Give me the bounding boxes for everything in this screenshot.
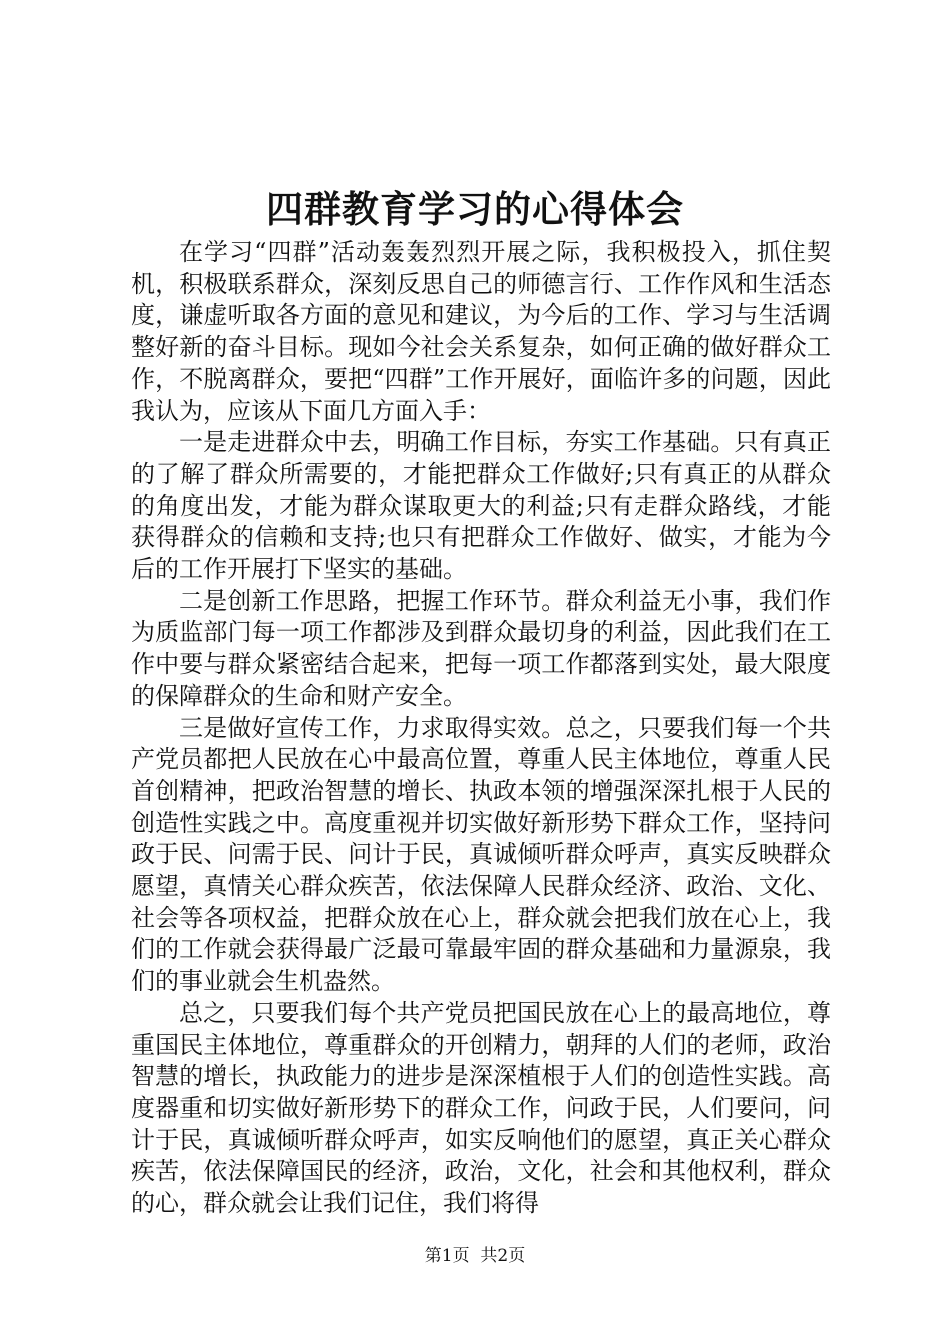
- document-title: 四群教育学习的心得体会: [266, 187, 684, 231]
- paragraph-point-one: 一是走进群众中去，明确工作目标，夯实工作基础。只有真正的了解了群众所需要的，才能把群众工作做好;只有真正的从群众的角度出发，才能为群众谋取更大的利益;只有走群众路线，才能获得群众的信赖和支持;也只有把群众工作做好、做实，才能为今后的工作开展打下坚实的基础。: [131, 428, 831, 584]
- paragraph-point-two: 二是创新工作思路，把握工作环节。群众利益无小事，我们作为质监部门每一项工作都涉及到群众最切身的利益，因此我们在工作中要与群众紧密结合起来，把每一项工作都落到实处，最大限度的保障群众的生命和财产安全。: [131, 586, 831, 710]
- page-footer: [0, 1244, 950, 1268]
- paragraph-summary: 总之，只要我们每个共产党员把国民放在心上的最高地位，尊重国民主体地位，尊重群众的开创精力，朝拜的人们的老师，政治智慧的增长，执政能力的进步是深深植根于人们的创造性实践。高度器重和切实做好新形势下的群众工作，问政于民，人们要问，问计于民，真诚倾听群众呼声，如实反响他们的愿望，真正关心群众疾苦，依法保障国民的经济，政治，文化，社会和其他权利，群众的心，群众就会让我们记住，我们将得: [131, 998, 831, 1218]
- document-body: [131, 237, 831, 1220]
- page-number: 第1页 共2页: [424, 1246, 526, 1266]
- paragraph-point-three: 三是做好宣传工作，力求取得实效。总之，只要我们每一个共产党员都把人民放在心中最高位置，尊重人民主体地位，尊重人民首创精神，把政治智慧的增长、执政本领的增强深深扎根于人民的创造性实践之中。高度重视并切实做好新形势下群众工作，坚持问政于民、问需于民、问计于民，真诚倾听群众呼声，真实反映群众愿望，真情关心群众疾苦，依法保障人民群众经济、政治、文化、社会等各项权益，把群众放在心上，群众就会把我们放在心上，我们的工作就会获得最广泛最可靠最牢固的群众基础和力量源泉，我们的事业就会生机盎然。: [131, 713, 831, 996]
- paragraph-intro: 在学习“四群”活动轰轰烈烈开展之际，我积极投入，抓住契机，积极联系群众，深刻反思自己的师德言行、工作作风和生活态度，谦虚听取各方面的意见和建议，为今后的工作、学习与生活调整好新的奋斗目标。现如今社会关系复杂，如何正确的做好群众工作，不脱离群众，要把“四群”工作开展好，面临许多的问题，因此我认为，应该从下面几方面入手：: [131, 238, 831, 425]
